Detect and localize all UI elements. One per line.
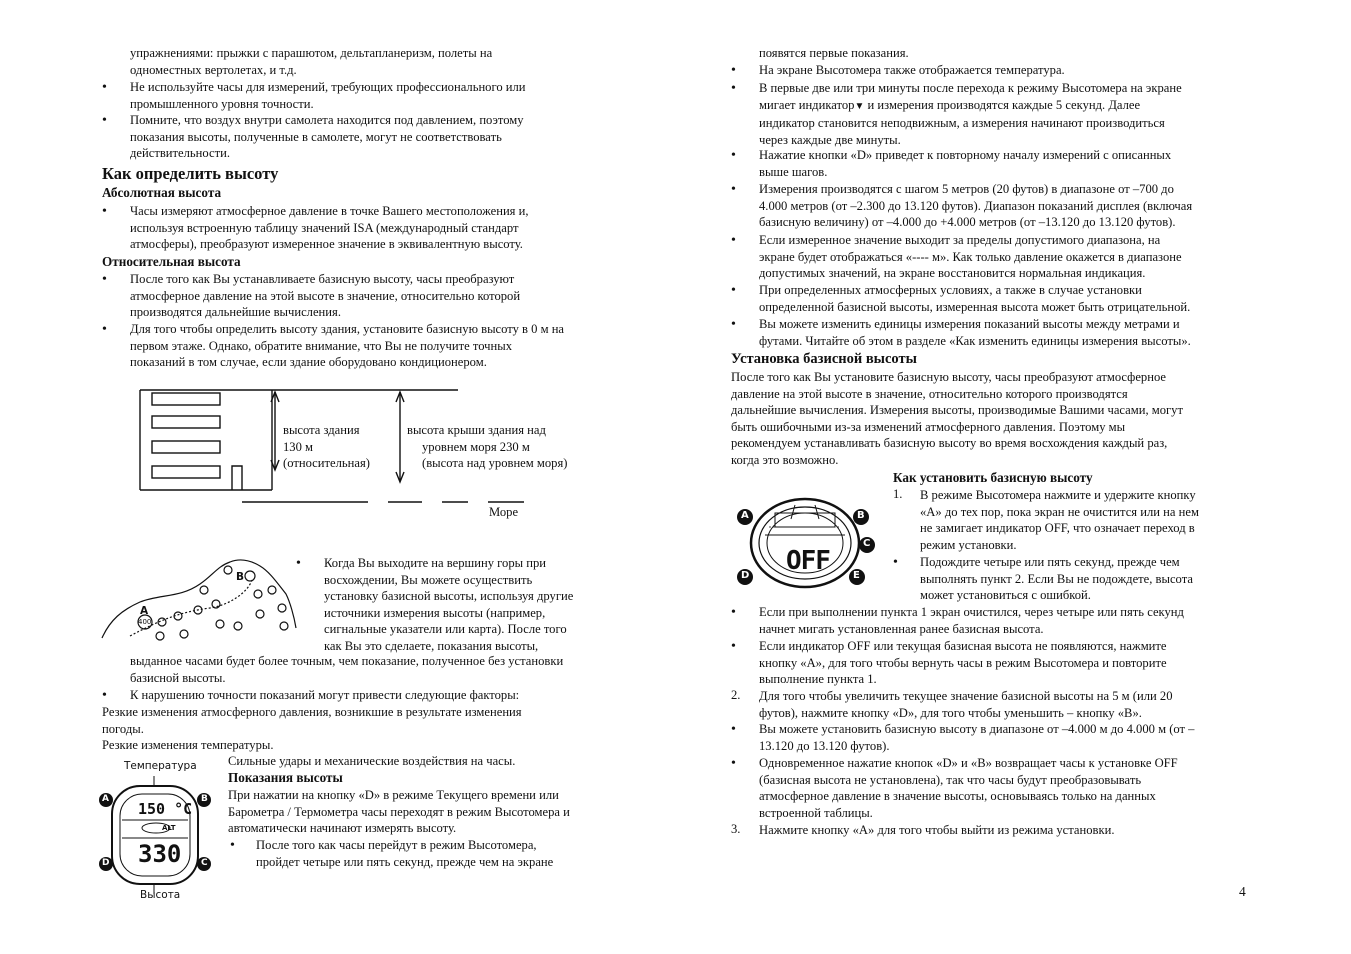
- button-c-label: C: [863, 538, 871, 549]
- text-line: Одновременное нажатие кнопок «D» и «B» возвращает часы к установке OFF: [759, 756, 1178, 770]
- bullet-marker: •: [731, 722, 736, 737]
- text-line: Когда Вы выходите на вершину горы при: [324, 556, 547, 570]
- bullet-marker: •: [102, 272, 107, 287]
- text-line: используя встроенную таблицу значений ISA (международный стандарт: [130, 220, 519, 235]
- button-a-label: A: [741, 510, 749, 521]
- button-d-label: D: [102, 858, 110, 868]
- text-line: (относительная): [283, 456, 370, 471]
- text-line: Подождите четыре или пять секунд, прежде чем: [920, 555, 1180, 569]
- building-height-label: [283, 422, 370, 472]
- bullet-marker: •: [230, 838, 235, 853]
- text-line: Нажатие кнопки «D» приведет к повторному началу измерений с описанных: [759, 148, 1172, 162]
- text-line: через каждые две минуты.: [759, 132, 901, 147]
- text-line: Для того чтобы определить высоту здания, установите базисную высоту в 0 м на: [130, 322, 565, 336]
- text-line: упражнениями: прыжки с парашютом, дельтапланеризм, полеты на: [130, 46, 493, 60]
- text-span: мигает индикатор: [759, 97, 855, 112]
- page-number: 4: [1239, 884, 1246, 899]
- text-line: восхождении, Вы можете осуществить: [324, 572, 533, 587]
- bullet-marker: •: [893, 555, 898, 570]
- text-line: Если при выполнении пункта 1 экран очистился, через четыре или пять секунд: [759, 605, 1184, 619]
- bullet-text: [759, 80, 1182, 148]
- bullet-marker: •: [296, 556, 301, 571]
- text-line: 13.120 до 13.120 футов).: [759, 738, 890, 753]
- text-line: Не используйте часы для измерений, требующих профессионального или: [130, 80, 526, 94]
- text-line: В режиме Высотомера нажмите и удержите кнопку: [920, 488, 1196, 502]
- down-triangle-icon: ▼: [854, 100, 865, 112]
- button-c-label: C: [201, 858, 208, 868]
- text-line: показаний в том случае, если здание оборудовано кондиционером.: [130, 355, 487, 370]
- text-line: рекомендуем устанавливать базисную высоту во время восхождения каждый раз,: [731, 436, 1168, 451]
- bullet-text: [759, 755, 1178, 821]
- text-line: высота крыши здания над: [407, 423, 546, 437]
- bullet-text: [130, 112, 524, 162]
- roof-height-label: [407, 422, 567, 472]
- sea-label: Море: [489, 505, 519, 519]
- text-line: выданное часами будет более точным, чем показание, полученное без установки: [130, 654, 564, 668]
- bullet-text: [759, 316, 1191, 349]
- bullet-marker: •: [731, 63, 736, 78]
- bullet-text: [759, 604, 1184, 637]
- text-line: Барометра / Термометра часы переходят в режим Высотомера и: [228, 804, 570, 819]
- text-line: может установиться с ошибкой.: [920, 588, 1091, 603]
- window: [152, 441, 220, 453]
- subsection-heading: Как установить базисную высоту: [893, 470, 1093, 485]
- text-line: экране будет отображаться «---- м». Как только давление окажется в диапазоне: [759, 249, 1182, 264]
- text-line: футов), нажмите кнопку «D», для того чтобы уменьшить – кнопку «B».: [759, 705, 1142, 720]
- bullet-text: На экране Высотомера также отображается температура.: [759, 63, 1065, 77]
- step-text: Нажмите кнопку «A» для того чтобы выйти из режима установки.: [759, 823, 1115, 837]
- text-line: Вы можете изменить единицы измерения показаний высоты между метрами и: [759, 317, 1180, 331]
- text-line: После того как Вы установите базисную высоту, часы преобразуют атмосферное: [731, 370, 1166, 384]
- text-line: Измерения производятся с шагом 5 метров (20 футов) в диапазоне от –700 до: [759, 182, 1174, 196]
- text-line: В первые две или три минуты после перехода к режиму Высотомера на экране: [759, 81, 1182, 95]
- bullet-marker: •: [102, 80, 107, 95]
- step-number: 2.: [731, 688, 741, 702]
- text-line: Помните, что воздух внутри самолета находится под давлением, поэтому: [130, 113, 524, 127]
- text-line: Если измеренное значение выходит за пределы допустимого диапазона, на: [759, 233, 1161, 247]
- text-line: Вы можете установить базисную высоту в диапазоне от –4.000 м до 4.000 м (от –: [759, 722, 1195, 736]
- text-line: дальнейшие вычисления. Измерения высоты, производимые Вашими часами, могут: [731, 403, 1183, 418]
- text-line: пройдет четыре или пять секунд, прежде чем на экране: [256, 854, 554, 869]
- section-heading: Установка базисной высоты: [731, 351, 917, 367]
- paragraph: [228, 787, 570, 837]
- text-line: как Вы это сделаете, показания высоты,: [324, 638, 539, 653]
- text-line: После того как Вы устанавливаете базисную высоту, часы преобразуют: [130, 272, 515, 286]
- text-line: базисной высоты.: [130, 670, 226, 685]
- bullet-text: [759, 282, 1190, 315]
- bullet-text: [130, 79, 526, 112]
- bullet-marker: •: [102, 688, 107, 703]
- subsection-heading: Относительная высота: [102, 254, 241, 269]
- text-line: погоды.: [102, 721, 144, 736]
- bullet-text: [759, 147, 1171, 180]
- bullet-marker: •: [731, 233, 736, 248]
- text-line: атмосферное давление в значение высоты, основываясь только на данных: [759, 789, 1156, 804]
- text-line: атмосферы), преобразуют измеренное значение в эквивалентную высоту.: [130, 237, 523, 252]
- text-span: и измерения производятся каждые 5 секунд. Далее: [864, 97, 1141, 112]
- text-line: сигнальные указатели или карта). После того: [324, 622, 567, 637]
- mountain-outline: [102, 560, 296, 638]
- subsection-heading: Показания высоты: [228, 770, 343, 785]
- text-line: 130 м: [283, 439, 314, 454]
- bullet-marker: •: [102, 322, 107, 337]
- text-line: начнет мигать установленная ранее базисная высота.: [759, 621, 1044, 636]
- section-heading: Как определить высоту: [102, 164, 279, 183]
- watch-altimeter-illustration: [98, 776, 218, 896]
- text-line: При определенных атмосферных условиях, а также в случае установки: [759, 283, 1142, 297]
- bullet-text: [130, 321, 564, 371]
- text-line: уровнем моря 230 м: [422, 439, 530, 454]
- button-b-label: B: [857, 510, 865, 521]
- button-a-label: A: [102, 794, 109, 804]
- bullet-marker: •: [731, 605, 736, 620]
- bullet-marker: •: [731, 81, 736, 96]
- bullet-text: [256, 837, 553, 870]
- text-line: базисную величину) от –4.000 до +4.000 метров (от –13.120 до 13.120 футов).: [759, 215, 1176, 230]
- paragraph-continuation: [130, 45, 492, 78]
- window: [152, 416, 220, 428]
- text-line: (базисная высота не установлена), так что часы будут преобразовывать: [759, 772, 1142, 787]
- bullet-marker: •: [731, 283, 736, 298]
- step-number: 3.: [731, 822, 741, 836]
- text-line: показания высоты, полученные в самолете, могут не соответствовать: [130, 129, 502, 144]
- button-e-label: E: [853, 570, 860, 581]
- text-line: выполнять пункт 2. Если Вы не подождете, высота: [920, 571, 1193, 586]
- bullet-text: [759, 721, 1194, 754]
- text-line: высота здания: [283, 423, 360, 437]
- text-line: допустимых значений, на экране восстановится нормальная индикация.: [759, 266, 1146, 281]
- text-line: Если индикатор OFF или текущая базисная высота не появляются, нажмите: [759, 639, 1167, 653]
- text-line: промышленного уровня точности.: [130, 96, 314, 111]
- bullet-marker: •: [731, 639, 736, 654]
- factor-text: Сильные удары и механические воздействия на часы.: [228, 754, 516, 768]
- mode-indicator: ALT: [162, 824, 176, 832]
- bullet-text: [759, 232, 1182, 282]
- text-line: режим установки.: [920, 537, 1017, 552]
- factor-text: Резкие изменения температуры.: [102, 738, 274, 752]
- text-line: Для того чтобы увеличить текущее значение базисной высоты на 5 м (или 20: [759, 689, 1173, 703]
- door: [232, 466, 242, 490]
- text-line: (высота над уровнем моря): [422, 456, 568, 471]
- window: [152, 466, 220, 478]
- text-line: встроенной таблицы.: [759, 805, 873, 820]
- bullet-marker: •: [102, 113, 107, 128]
- text-line: автоматически начинают измерять высоту.: [228, 821, 457, 836]
- bullet-text: [130, 203, 529, 253]
- text-line: При нажатии на кнопку «D» в режиме Текущего времени или: [228, 788, 559, 802]
- text-line: одноместных вертолетах, и т.д.: [130, 62, 297, 77]
- text-line: когда это возможно.: [731, 452, 839, 467]
- bullet-marker: •: [731, 182, 736, 197]
- temperature-label: Температура: [124, 760, 197, 772]
- point-a-label: A: [140, 605, 149, 617]
- text-line: индикатор становится неподвижным, а измерения начинают производиться: [759, 116, 1165, 131]
- paragraph: [731, 369, 1183, 469]
- text-line: атмосферное давление на этой высоте в значение, относительно которой: [130, 288, 521, 303]
- tree-icon: [156, 566, 288, 640]
- temperature-value: 150 °C: [138, 800, 193, 818]
- altitude-value: 330: [138, 840, 182, 868]
- bullet-marker: •: [102, 204, 107, 219]
- text-line: кнопку «A», для того чтобы вернуть часы в режим Высотомера и повторите: [759, 655, 1167, 670]
- step-text: [759, 688, 1173, 721]
- text-line: источники измерения высоты (например,: [324, 605, 546, 620]
- text-line: После того как часы перейдут в режим Высотомера,: [256, 838, 537, 852]
- altitude-label: Высота: [140, 889, 181, 901]
- watch-reading: 400: [138, 618, 152, 626]
- point-b-label: B: [236, 571, 245, 583]
- bullet-text: [759, 638, 1167, 688]
- text-line: выше шагов.: [759, 164, 828, 179]
- text-line: производятся дальнейшие вычисления.: [130, 305, 341, 320]
- paragraph-continuation: появятся первые показания.: [759, 46, 909, 60]
- bullet-marker: •: [731, 317, 736, 332]
- text-line: «A» до тех пор, пока экран не очистится или на нем: [920, 504, 1199, 519]
- text-line: установку базисной высоты, используя другие: [324, 589, 574, 604]
- text-line: действительности.: [130, 146, 230, 161]
- text-line: Резкие изменения атмосферного давления, возникшие в результате изменения: [102, 705, 522, 719]
- button-b-label: B: [201, 794, 208, 804]
- text-line: определенной базисной высоты, измеренная высота может быть отрицательной.: [759, 299, 1191, 314]
- bullet-text: К нарушению точности показаний могут привести следующие факторы:: [130, 688, 520, 702]
- mountain-illustration: [100, 550, 300, 650]
- text-line: не замигает индикатор OFF, что означает переход в: [920, 521, 1195, 536]
- bullet-text: [130, 271, 520, 321]
- button-d-label: D: [741, 570, 750, 581]
- subsection-heading: Абсолютная высота: [102, 185, 222, 200]
- off-indicator: OFF: [786, 546, 830, 576]
- paragraph-continuation: [130, 653, 563, 686]
- text-line: 4.000 метров (от –2.300 до 13.120 футов). Диапазон показаний дисплея (включая: [759, 198, 1193, 213]
- text-line: Часы измеряют атмосферное давление в точке Вашего местоположения и,: [130, 204, 529, 218]
- text-line: [759, 97, 1182, 116]
- bullet-text: [920, 554, 1193, 604]
- bullet-marker: •: [731, 756, 736, 771]
- text-line: быть ошибочными из-за изменений атмосферного давления. Поэтому мы: [731, 419, 1126, 434]
- bullet-marker: •: [731, 148, 736, 163]
- bullet-text: [759, 181, 1192, 231]
- factor-text: [102, 704, 522, 737]
- bullet-text: [324, 555, 573, 655]
- text-line: выполнение пункта 1.: [759, 672, 877, 687]
- step-number: 1.: [893, 487, 903, 501]
- text-line: футами. Читайте об этом в разделе «Как изменить единицы измерения высоты».: [759, 333, 1191, 348]
- text-line: первом этаже. Однако, обратите внимание, что Вы не получите точных: [130, 338, 512, 353]
- window: [152, 393, 220, 405]
- step-text: [920, 487, 1199, 553]
- text-line: давление на этой высоте в значение, относительно которого производятся: [731, 386, 1128, 401]
